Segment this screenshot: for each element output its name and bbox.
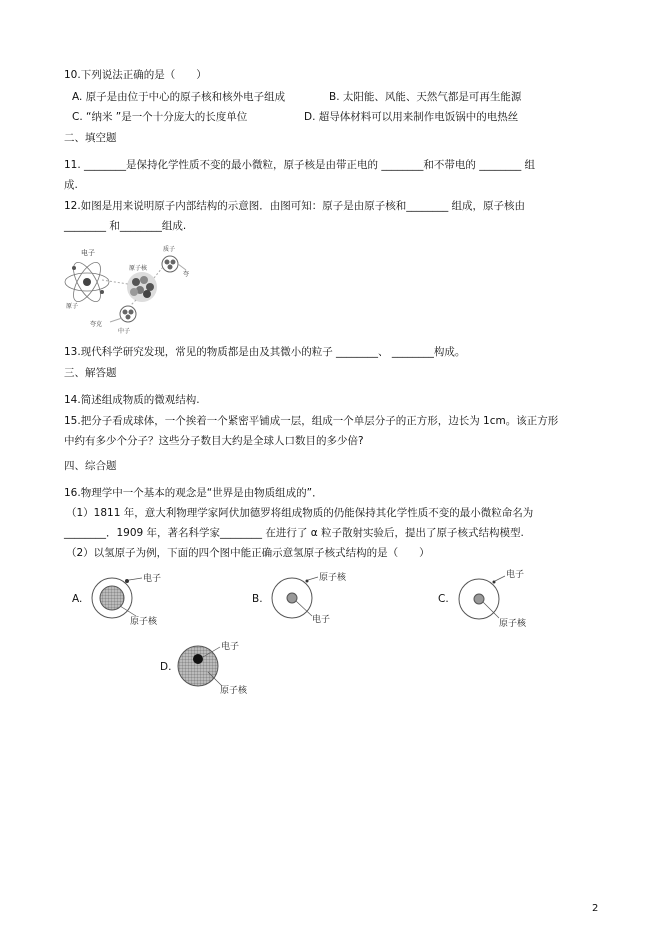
fig-label-atom: 原子 [66,303,79,310]
q13-text: 13.现代科学研究发现，常见的物质都是由及其微小的粒子 ________、 ________构成。 [64,346,466,358]
option-d-electron [193,654,203,664]
q10-option-a: A. 原子是由位于中心的原子核和核外电子组成 [72,91,286,103]
nucleus-cluster [127,272,157,302]
atom-structure-svg [62,242,202,337]
q16-part1-line1: （1）1811 年，意大利物理学家阿伏加德罗将组成物质的仍能保持其化学性质不变的最小微粒命名为 [66,507,534,519]
option-b-electron [287,593,297,603]
option-c-nucleus [474,594,484,604]
q16-option-c-letter: C. [438,593,449,605]
atom-structure-figure [62,242,202,337]
proton-circle [162,256,178,272]
fig-label-quark: 夸克 [90,321,103,328]
q10-option-c: C. “纳米 ”是一个十分庞大的长度单位 [72,111,248,123]
q10-option-b: B. 太阳能、风能、天然气都是可再生能源 [329,91,522,103]
q16-option-a-letter: A. [72,593,83,605]
option-c-bottom-label: 原子核 [499,619,527,629]
q15-line2: 中约有多少个分子？这些分子数目大约是全球人口数目的多少倍? [64,435,364,447]
q16-option-d-letter: D. [160,661,172,673]
q11-line1: 11. ________是保持化学性质不变的最小微粒，原子核是由带正电的 ________和不带电的 ________ 组 [64,159,536,171]
fig-label-electron: 电子 [81,249,95,257]
option-b-top-label: 原子核 [319,573,347,583]
section-fill-in-heading: 二、填空题 [64,132,117,144]
q14-text: 14.简述组成物质的微观结构. [64,394,200,406]
fig-label-neutron: 中子 [118,328,131,335]
q16-option-d-figure [176,638,286,698]
q12-line1: 12.如图是用来说明原子内部结构的示意图．由图可知：原子是由原子核和________ 组成，原子核由 [64,200,526,212]
q12-line2: ________ 和________组成. [64,220,187,232]
option-c-top-label: 电子 [506,570,525,580]
q16-stem: 16.物理学中一个基本的观念是“世界是由物质组成的”． [64,487,323,499]
q16-option-b-letter: B. [252,593,263,605]
q16-option-b-figure [268,568,378,628]
q16-part1-line2: ________．1909 年，著名科学家________ 在进行了 α 粒子散射实验后，提出了原子核式结构模型. [64,527,524,539]
q16-option-a-figure [90,568,200,628]
svg-text:夸: 夸 [183,271,190,278]
q16-option-c-figure [455,566,565,630]
q10-stem: 10.下列说法正确的是（ ） [64,69,207,81]
q10-option-d: D. 超导体材料可以用来制作电饭锅中的电热丝 [304,111,519,123]
q15-line1: 15.把分子看成球体，一个挨着一个紧密平铺成一层，组成一个单层分子的正方形，边长为 1cm。该正方形 [64,415,559,427]
option-a-top-label: 电子 [143,574,162,584]
neutron-circle [120,306,136,322]
option-d-bottom-label: 原子核 [220,686,248,696]
option-d-top-label: 电子 [221,642,240,652]
section-answer-heading: 三、解答题 [64,367,117,379]
section-comprehensive-heading: 四、综合题 [64,460,117,472]
fig-label-proton: 质子 [163,246,176,253]
page-number: 2 [592,903,599,914]
option-a-electron [125,579,129,583]
fig-label-nucleus: 原子核 [129,265,148,272]
option-b-bottom-label: 电子 [312,615,331,625]
q11-line2: 成. [64,179,78,191]
option-a-bottom-label: 原子核 [130,617,158,627]
q16-part2: （2）以氢原子为例，下面的四个图中能正确示意氢原子核式结构的是（ ） [66,547,430,559]
atom-center [83,278,91,286]
